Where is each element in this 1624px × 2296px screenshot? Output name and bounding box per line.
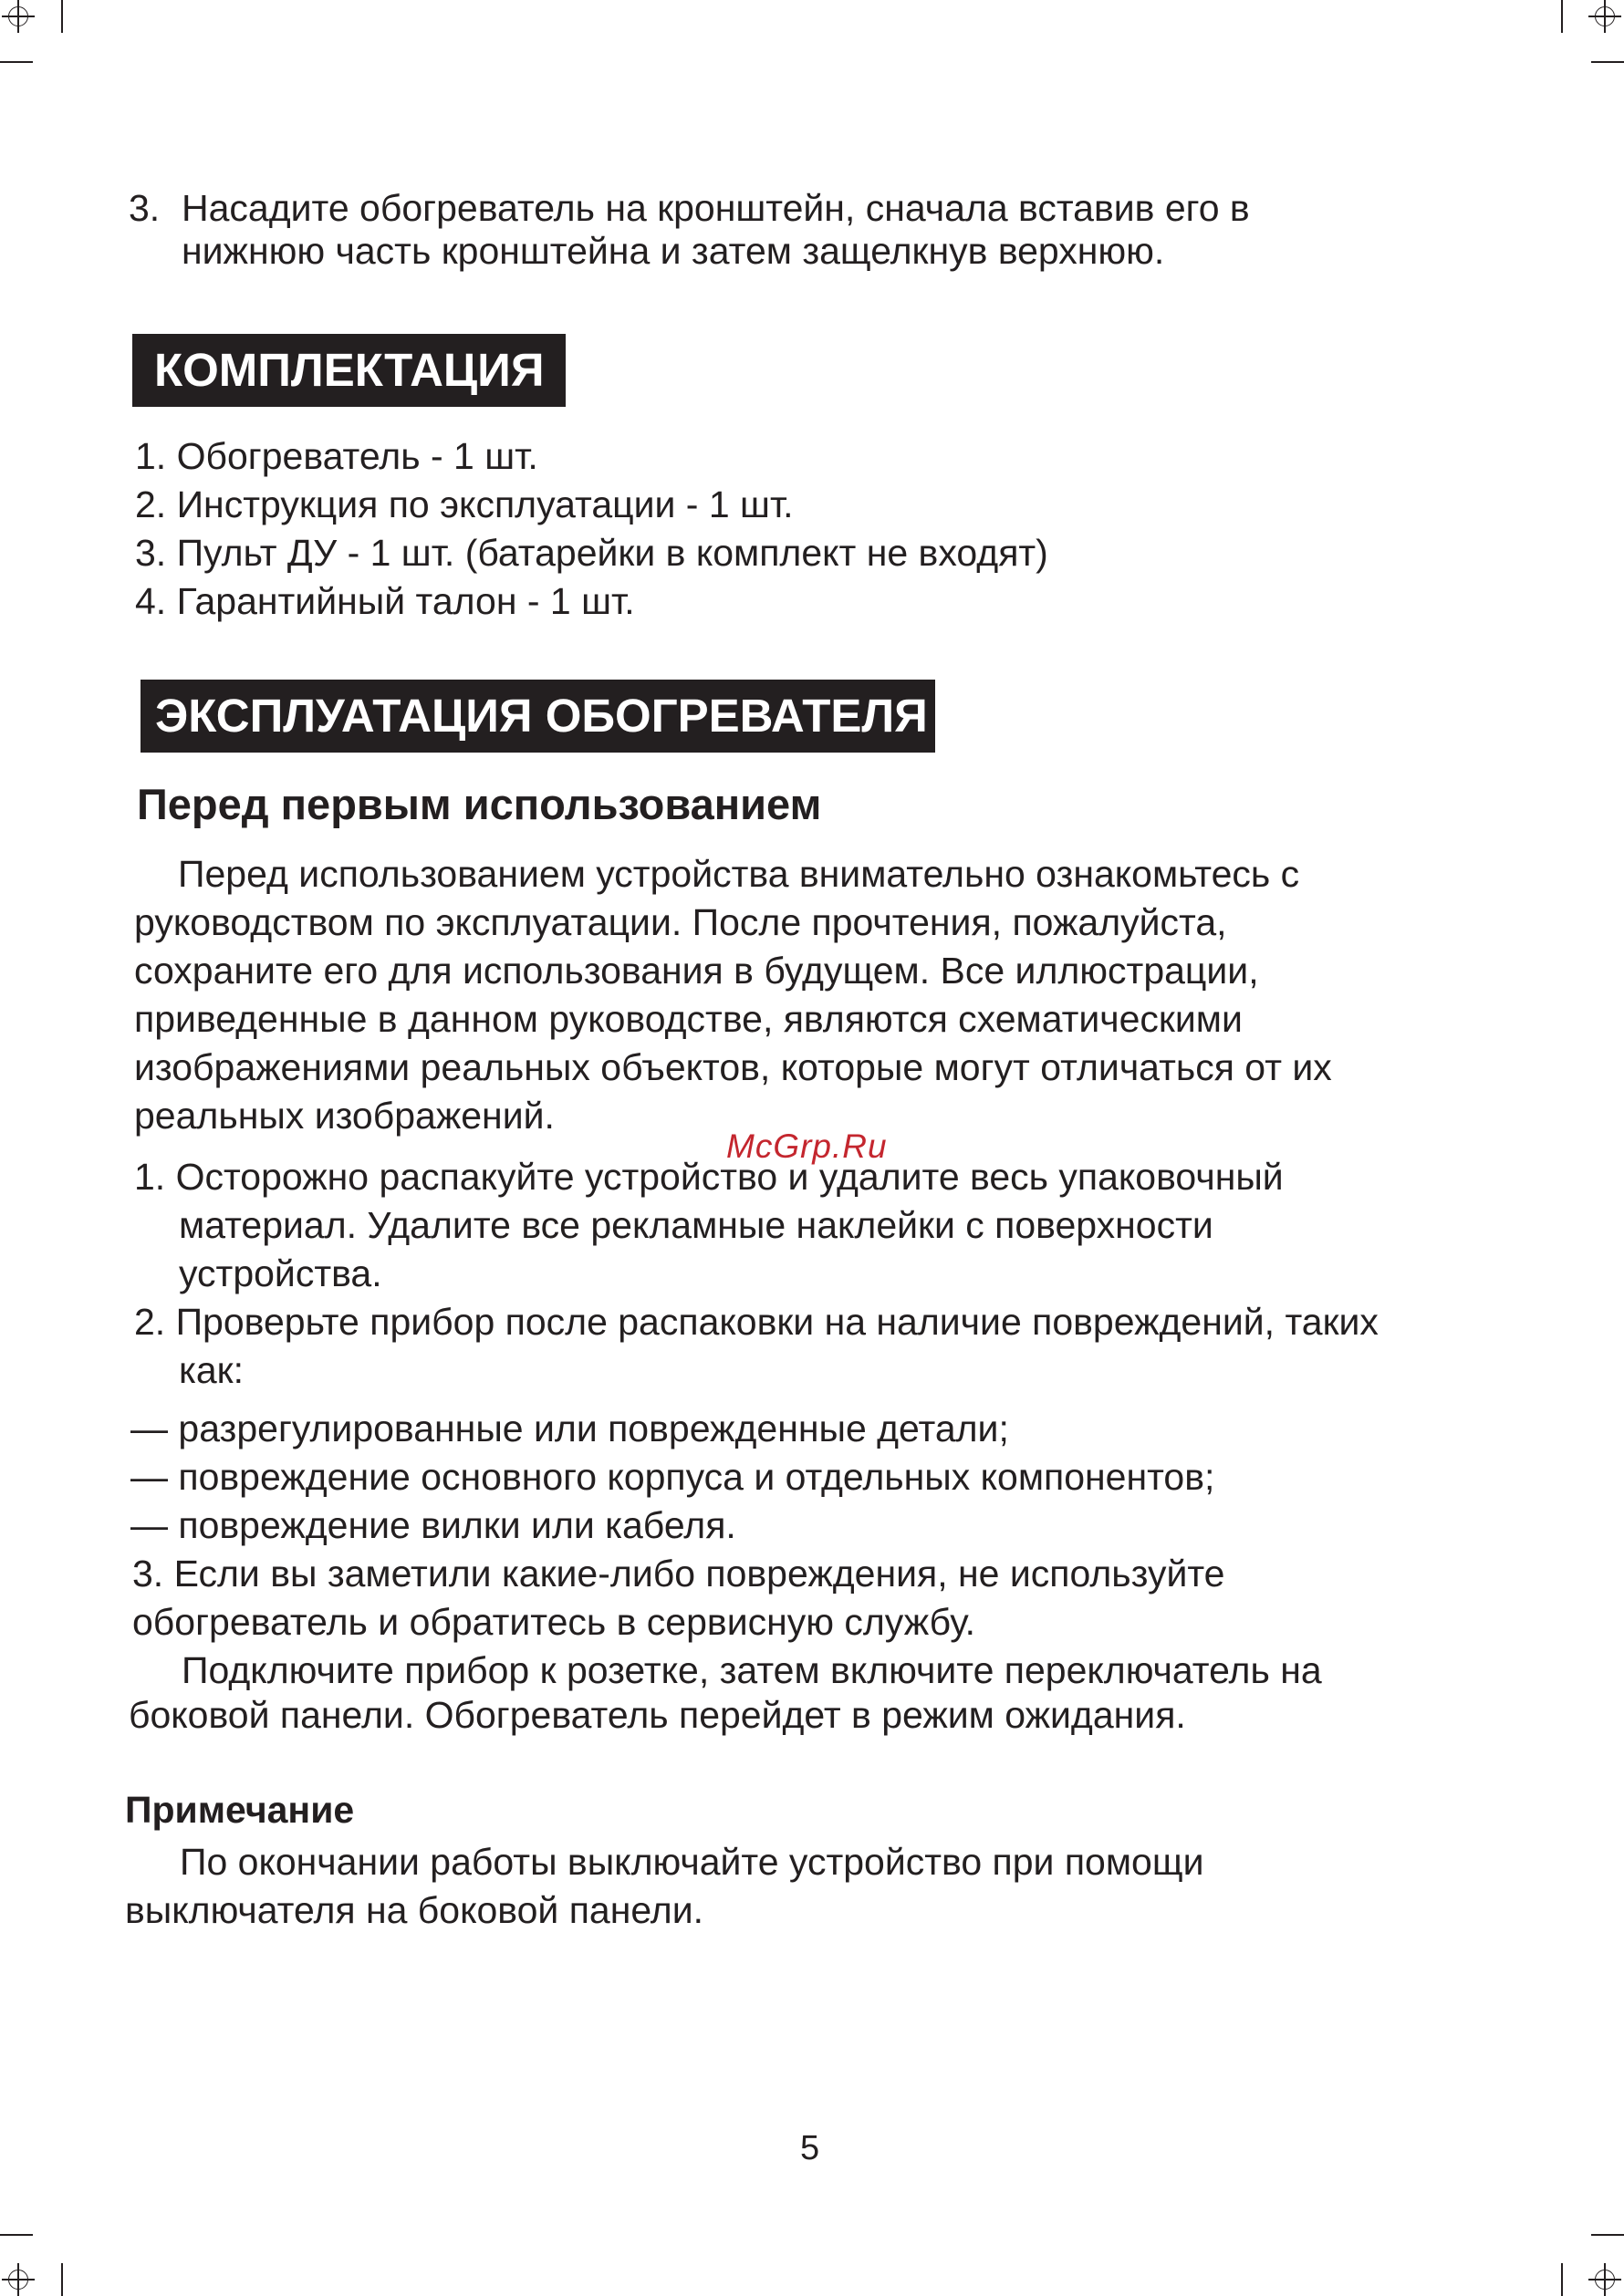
crop-mark-bottom-left-h bbox=[0, 2234, 33, 2236]
intro-line-6: реальных изображений. bbox=[134, 1095, 555, 1137]
note-line-2: выключателя на боковой панели. bbox=[125, 1889, 703, 1931]
note-line-1: По окончании работы выключайте устройство при помощи bbox=[180, 1841, 1204, 1883]
step1-line-1: 1. Осторожно распакуйте устройство и удалите весь упаковочный bbox=[134, 1156, 1284, 1198]
crop-mark-bottom-right-h bbox=[1591, 2234, 1624, 2236]
before-first-use-subheading: Перед первым использованием bbox=[137, 780, 822, 828]
step3-line-2: обогреватель и обратитесь в сервисную службу. bbox=[132, 1601, 976, 1643]
intro-line-1: Перед использованием устройства внимательно ознакомьтесь с bbox=[178, 853, 1300, 895]
registration-mark-top-right bbox=[1595, 6, 1615, 26]
install-step-line-1: Насадите обогреватель на кронштейн, сначала вставив его в bbox=[182, 187, 1250, 229]
registration-mark-bottom-left bbox=[8, 2270, 28, 2290]
connect-line-2: боковой панели. Обогреватель перейдет в режим ожидания. bbox=[129, 1694, 1186, 1736]
crop-mark-bottom-right-v bbox=[1561, 2263, 1563, 2296]
damage-item-3: — повреждение вилки или кабеля. bbox=[130, 1504, 736, 1546]
step2-line-1: 2. Проверьте прибор после распаковки на наличие повреждений, таких bbox=[134, 1301, 1379, 1343]
registration-mark-top-left bbox=[8, 6, 28, 26]
intro-line-3: сохраните его для использования в будущем. Все иллюстрации, bbox=[134, 950, 1259, 992]
contents-heading: КОМПЛЕКТАЦИЯ bbox=[132, 334, 566, 407]
step2-line-2: как: bbox=[179, 1349, 244, 1391]
watermark-text: McGrp.Ru bbox=[726, 1127, 888, 1165]
step3-line-1: 3. Если вы заметили какие-либо повреждения, не используйте bbox=[132, 1553, 1225, 1595]
contents-item-3: 3. Пульт ДУ - 1 шт. (батарейки в комплект не входят) bbox=[135, 532, 1048, 574]
note-title: Примечание bbox=[125, 1789, 355, 1831]
step1-line-2: материал. Удалите все рекламные наклейки с поверхности bbox=[179, 1204, 1213, 1246]
contents-item-1: 1. Обогреватель - 1 шт. bbox=[135, 435, 538, 477]
install-step-number: 3. bbox=[129, 187, 161, 229]
page-number: 5 bbox=[800, 2129, 820, 2167]
contents-item-2: 2. Инструкция по эксплуатации - 1 шт. bbox=[135, 483, 794, 525]
operation-heading: ЭКСПЛУАТАЦИЯ ОБОГРЕВАТЕЛЯ bbox=[141, 680, 935, 753]
install-step-line-2: нижнюю часть кронштейна и затем защелкнув верхнюю. bbox=[182, 230, 1165, 272]
connect-line-1: Подключите прибор к розетке, затем включите переключатель на bbox=[182, 1649, 1322, 1691]
damage-item-1: — разрегулированные или поврежденные детали; bbox=[130, 1408, 1009, 1449]
crop-mark-bottom-left-v bbox=[61, 2263, 63, 2296]
step1-line-3: устройства. bbox=[179, 1252, 382, 1294]
crop-mark-top-left-v bbox=[61, 0, 63, 33]
damage-item-2: — повреждение основного корпуса и отдельных компонентов; bbox=[130, 1456, 1215, 1498]
intro-line-5: изображениями реальных объектов, которые могут отличаться от их bbox=[134, 1046, 1332, 1088]
crop-mark-top-left-h bbox=[0, 61, 33, 63]
intro-line-2: руководством по эксплуатации. После прочтения, пожалуйста, bbox=[134, 901, 1227, 943]
intro-line-4: приведенные в данном руководстве, являются схематическими bbox=[134, 998, 1243, 1040]
contents-item-4: 4. Гарантийный талон - 1 шт. bbox=[135, 580, 635, 622]
registration-mark-bottom-right bbox=[1595, 2270, 1615, 2290]
crop-mark-top-right-v bbox=[1561, 0, 1563, 33]
crop-mark-top-right-h bbox=[1591, 61, 1624, 63]
